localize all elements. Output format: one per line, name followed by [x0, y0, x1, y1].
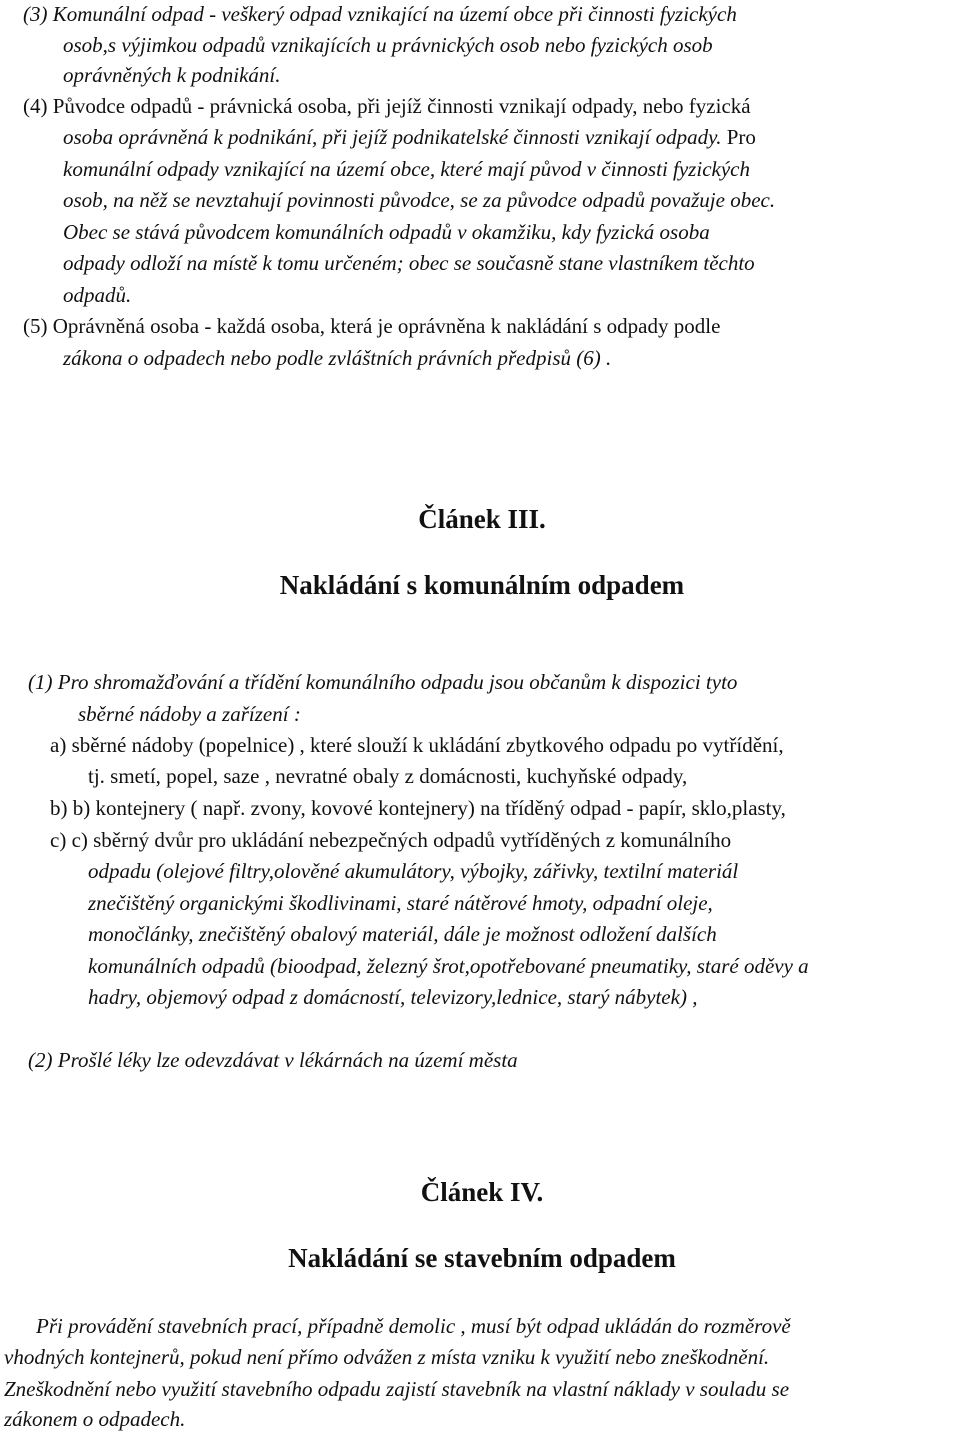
- list-item: c) c) sběrný dvůr pro ukládání nebezpečných odpadů vytříděných z komunálního: [50, 828, 732, 852]
- paragraph-line: Při provádění stavebních prací, případně demolic , musí být odpad ukládán do rozměrově: [36, 1314, 791, 1338]
- list-item: (2) Prošlé léky lze odevzdávat v lékárnách na území města: [28, 1048, 518, 1072]
- article-title: Nakládání se stavebním odpadem: [288, 1243, 676, 1273]
- definition-line: (4) Původce odpadů - právnická osoba, při jejíž činnosti vznikají odpady, nebo fyzická: [23, 94, 751, 118]
- definition-line: zákona o odpadech nebo podle zvláštních právních předpisů (6) .: [63, 346, 612, 370]
- list-item: a) sběrné nádoby (popelnice) , které slouží k ukládání zbytkového odpadu po vytřídění,: [50, 733, 784, 757]
- list-item: (1) Pro shromažďování a třídění komunálního odpadu jsou občanům k dispozici tyto: [28, 670, 738, 694]
- list-item: hadry, objemový odpad z domácností, televizory,lednice, starý nábytek) ,: [88, 985, 698, 1009]
- list-item: komunálních odpadů (bioodpad, železný šrot,opotřebované pneumatiky, staré oděvy a: [88, 954, 809, 978]
- definition-line: komunální odpady vznikající na území obce, které mají původ v činnosti fyzických: [63, 157, 750, 181]
- paragraph-line: Zneškodnění nebo využití stavebního odpadu zajistí stavebník na vlastní náklady v souladu se: [4, 1377, 790, 1401]
- list-item: tj. smetí, popel, saze , nevratné obaly z domácnosti, kuchyňské odpady,: [88, 764, 688, 788]
- definition-line: (5) Oprávněná osoba - každá osoba, která je oprávněna k nakládání s odpady podle: [23, 314, 721, 338]
- list-item: sběrné nádoby a zařízení :: [78, 702, 301, 726]
- definition-line: (3) Komunální odpad - veškerý odpad vznikající na území obce při činnosti fyzických: [23, 2, 737, 26]
- definition-line: odpadů.: [63, 283, 132, 307]
- definition-line: osob, na něž se nevztahují povinnosti původce, se za původce odpadů považuje obec.: [63, 188, 776, 212]
- list-item: odpadu (olejové filtry,olověné akumulátory, výbojky, zářivky, textilní materiál: [88, 859, 739, 883]
- paragraph-line: zákonem o odpadech.: [4, 1407, 186, 1431]
- article-number: Článek IV.: [420, 1177, 544, 1207]
- paragraph-line: vhodných kontejnerů, pokud není přímo odvážen z místa vzniku k využití nebo zneškodnění.: [4, 1345, 770, 1369]
- list-item: monočlánky, znečištěný obalový materiál, dále je možnost odložení dalších: [88, 922, 717, 946]
- definition-line: osob,s výjimkou odpadů vznikajících u právnických osob nebo fyzických osob: [63, 33, 713, 57]
- article-title: Nakládání s komunálním odpadem: [279, 570, 685, 600]
- definition-line: odpady odloží na místě k tomu určeném; obec se současně stane vlastníkem těchto: [63, 251, 755, 275]
- definition-line: oprávněných k podnikání.: [63, 63, 281, 87]
- list-item: znečištěný organickými škodlivinami, staré nátěrové hmoty, odpadní oleje,: [88, 891, 713, 915]
- definition-line: Obec se stává původcem komunálních odpadů v okamžiku, kdy fyzická osoba: [63, 220, 710, 244]
- definition-line: osoba oprávněná k podnikání, při jejíž podnikatelské činnosti vznikají odpady. Pro: [63, 125, 756, 149]
- list-item: b) b) kontejnery ( např. zvony, kovové kontejnery) na tříděný odpad - papír, sklo,plasty,: [50, 796, 786, 820]
- article-number: Článek III.: [418, 504, 546, 534]
